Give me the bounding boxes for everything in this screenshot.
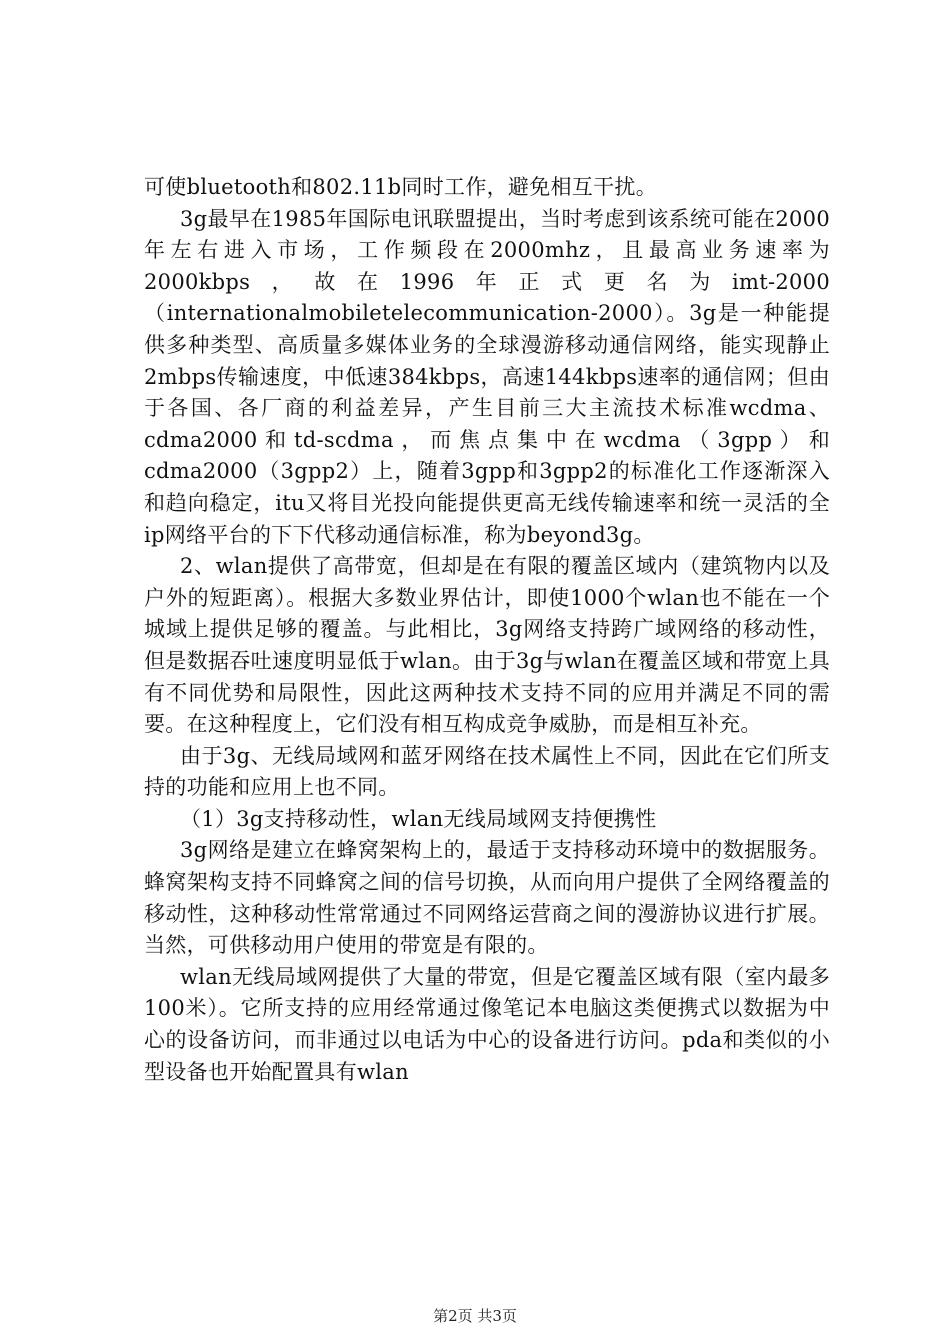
paragraph-technical-attributes: 由于3g、无线局域网和蓝牙网络在技术属性上不同，因此在它们所支持的功能和应用上也不同。 bbox=[144, 743, 830, 800]
paragraph-wlan-portability: wlan无线局域网提供了大量的带宽，但是它覆盖区域有限（室内最多100米）。它所支持的应用经常通过像笔记本电脑这类便携式以数据为中心的设备访问，而非通过以电话为中心的设备进行访问。pda和类似的小型设备也开始配置具有wlan bbox=[144, 964, 830, 1084]
paragraph-3g-cellular: 3g网络是建立在蜂窝架构上的，最适于支持移动环境中的数据服务。蜂窝架构支持不同蜂窝之间的信号切换，从而向用户提供了全网络覆盖的移动性，这种移动性常常通过不同网络运营商之间的漫游协议进行扩展。当然，可供移动用户使用的带宽是有限的。 bbox=[144, 838, 830, 958]
paragraph-wlan-bandwidth: 2、wlan提供了高带宽，但却是在有限的覆盖区域内（建筑物内以及户外的短距离）。根据大多数业界估计，即使1000个wlan也不能在一个城域上提供足够的覆盖。与此相比，3g网络支持跨广域网络的移动性，但是数据吞吐速度明显低于wlan。由于3g与wlan在覆盖区域和带宽上具有不同优势和局限性，因此这两种技术支持不同的应用并满足不同的需要。在这种程度上，它们没有相互构成竞争威胁，而是相互补充。 bbox=[144, 554, 830, 737]
paragraph-3g-history: 3g最早在1985年国际电讯联盟提出，当时考虑到该系统可能在2000年左右进入市场，工作频段在2000mhz，且最高业务速率为2000kbps，故在1996年正式更名为imt-2000（internationalmobiletelecommunication-2000）。3g是一种能提供多种类型、高质量多媒体业务的全球漫游移动通信网络，能实现静止2mbps传输速度，中低速384kbps，高速144kbps速率的通信网；但由于各国、各厂商的利益差异，产生目前三大主流技术标准wcdma、cdma2000和td-scdma，而焦点集中在wcdma（3gpp）和cdma2000（3gpp2）上，随着3gpp和3gpp2的标准化工作逐渐深入和趋向稳定，itu又将目光投向能提供更高无线传输速率和统一灵活的全ip网络平台的下下代移动通信标准，称为beyond3g。 bbox=[144, 206, 830, 547]
page-number: 第2页 共3页 bbox=[433, 1307, 517, 1325]
paragraph-continuation: 可使bluetooth和802.11b同时工作，避免相互干扰。 bbox=[144, 175, 658, 199]
page-footer bbox=[0, 1305, 950, 1326]
section-heading-mobility: （1）3g支持移动性，wlan无线局域网支持便携性 bbox=[180, 806, 657, 831]
body-text bbox=[144, 172, 830, 1088]
